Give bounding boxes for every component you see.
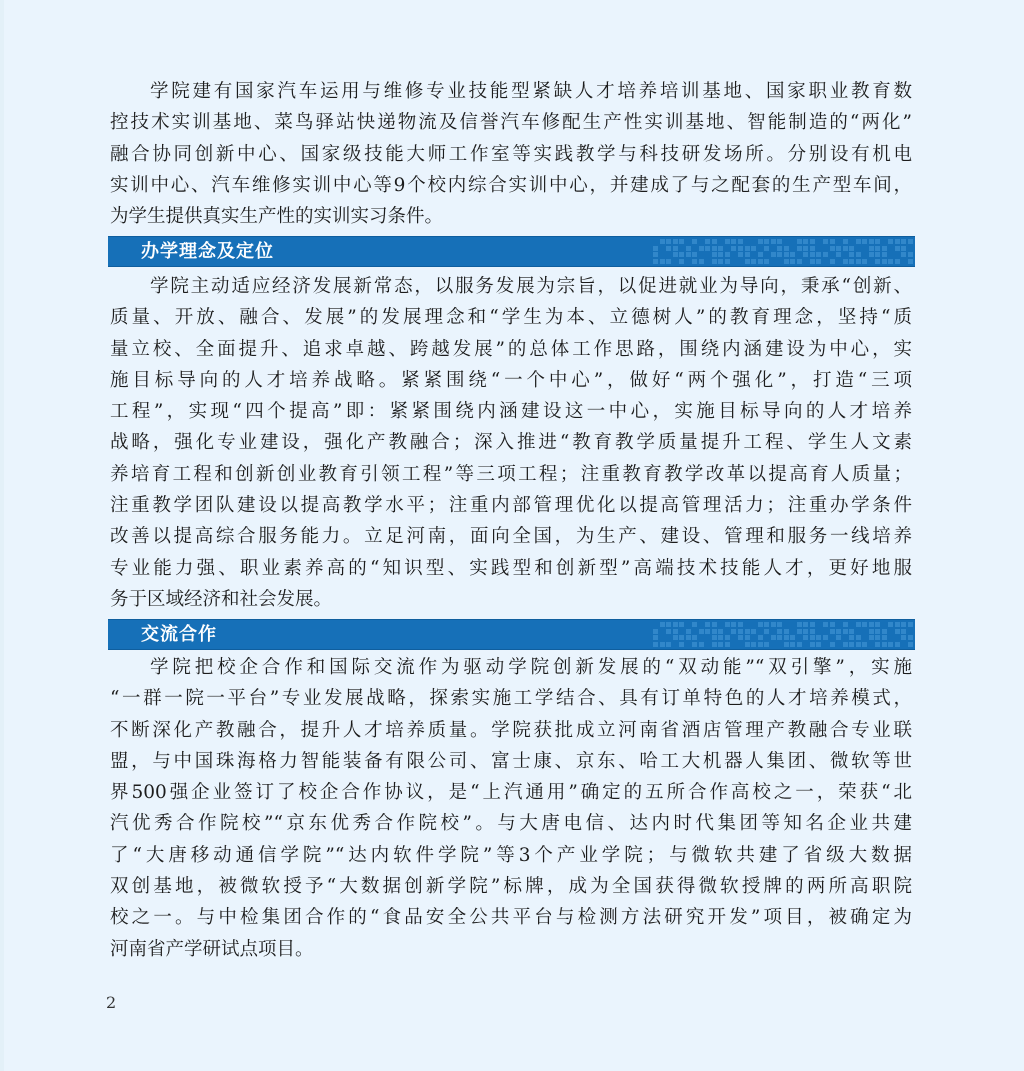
text-line: 学院主动适应经济发展新常态，以服务发展为宗旨，以促进就业为导向，秉承“创新、 [150, 276, 912, 297]
text-line: 注重教学团队建设以提高教学水平；注重内部管理优化以提高管理活力；注重办学条件 [110, 495, 912, 517]
text-line: 学院把校企合作和国际交流作为驱动学院创新发展的“双动能”“双引擎”，实施 [150, 657, 912, 678]
text-line: 不断深化产教融合，提升人才培养质量。学院获批成立河南省酒店管理产教融合专业联 [110, 719, 912, 741]
section-title: 交流合作 [141, 624, 217, 645]
text-line: 施目标导向的人才培养战略。紧紧围绕“一个中心”，做好“两个强化”，打造“三项 [110, 369, 912, 391]
text-line: 实训中心、汽车维修实训中心等9个校内综合实训中心，并建成了与之配套的生产型车间， [110, 174, 912, 196]
text-line: 学院建有国家汽车运用与维修专业技能型紧缺人才培养培训基地、国家职业教育数 [150, 81, 912, 102]
text-line: 工程”，实现“四个提高”即：紧紧围绕内涵建设这一中心，实施目标导向的人才培养 [110, 401, 912, 423]
cooperation-paragraph [110, 652, 912, 965]
pixel-pattern-decoration [653, 622, 913, 647]
text-line: “一群一院一平台”专业发展战略，探索实施工学结合、具有订单特色的人才培养模式， [110, 688, 912, 710]
text-line: 改善以提高综合服务能力。立足河南，面向全国，为生产、建设、管理和服务一线培养 [110, 526, 912, 548]
page-number: 2 [106, 993, 117, 1012]
text-line: 战略，强化专业建设，强化产教融合；深入推进“教育教学质量提升工程、学生人文素 [110, 432, 912, 454]
text-line: 质量、开放、融合、发展”的发展理念和“学生为本、立德树人”的教育理念，坚持“质 [110, 307, 912, 329]
intro-paragraph [110, 76, 912, 232]
text-line: 养培育工程和创新创业教育引领工程”等三项工程；注重教育教学改革以提高育人质量； [110, 463, 912, 485]
text-line: 量立校、全面提升、追求卓越、跨越发展”的总体工作思路，围绕内涵建设为中心，实 [110, 338, 912, 360]
text-line: 双创基地，被微软授予“大数据创新学院”标牌，成为全国获得微软授牌的两所高职院 [110, 876, 912, 898]
text-line: 为学生提供真实生产性的实训实习条件。 [110, 206, 444, 228]
text-line: 盟，与中国珠海格力智能装备有限公司、富士康、京东、哈工大机器人集团、微软等世 [110, 750, 912, 772]
text-line: 务于区域经济和社会发展。 [110, 588, 333, 610]
text-line: 专业能力强、职业素养高的“知识型、实践型和创新型”高端技术技能人才，更好地服 [110, 557, 912, 579]
text-line: 汽优秀合作院校”“京东优秀合作院校”。与大唐电信、达内时代集团等知名企业共建 [110, 813, 912, 835]
text-line: 界500强企业签订了校企合作协议，是“上汽通用”确定的五所合作高校之一，荣获“北 [110, 782, 912, 804]
philosophy-paragraph [110, 271, 912, 615]
section-header-cooperation [108, 619, 915, 650]
text-line: 河南省产学研试点项目。 [110, 938, 314, 960]
page-edge [0, 0, 4, 1071]
text-line: 融合协同创新中心、国家级技能大师工作室等实践教学与科技研发场所。分别设有机电 [110, 143, 912, 165]
text-line: 了“大唐移动通信学院”“达内软件学院”等3个产业学院；与微软共建了省级大数据 [110, 844, 912, 866]
text-line: 控技术实训基地、菜鸟驿站快递物流及信誉汽车修配生产性实训基地、智能制造的“两化” [110, 112, 912, 134]
pixel-pattern-decoration [653, 239, 913, 264]
text-line: 校之一。与中检集团合作的“食品安全公共平台与检测方法研究开发”项目，被确定为 [110, 907, 912, 929]
section-header-philosophy [108, 236, 915, 267]
section-title: 办学理念及定位 [141, 241, 274, 262]
